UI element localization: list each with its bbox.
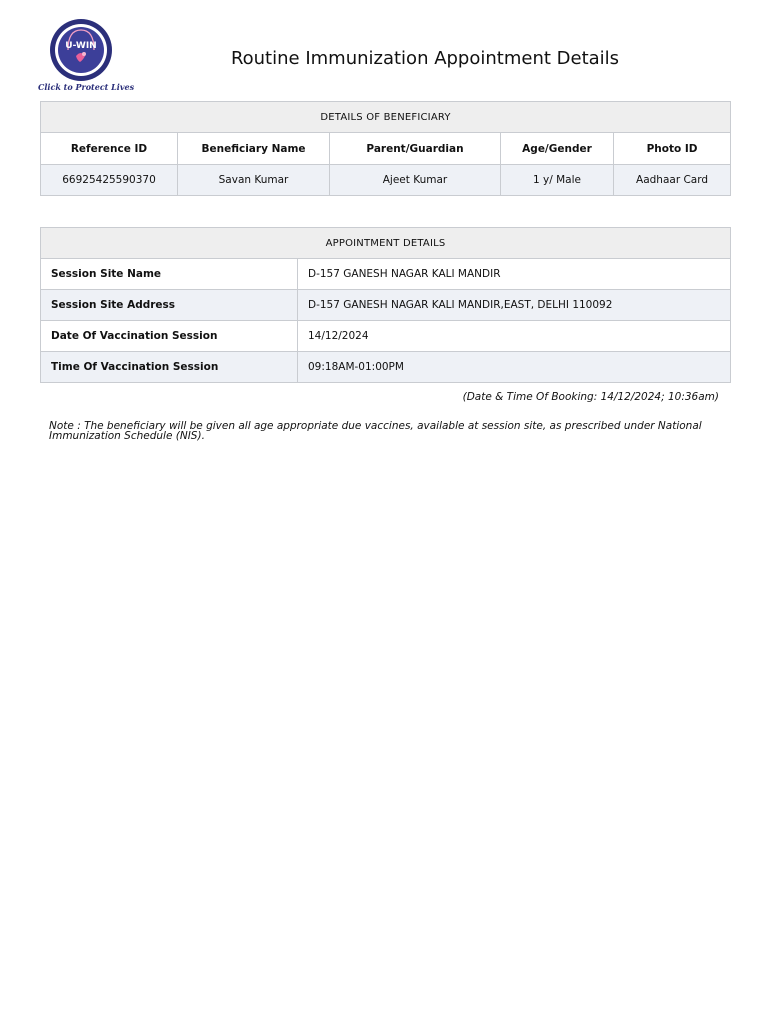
column-header-reference-id: Reference ID xyxy=(41,133,178,165)
session-site-address-value: D-157 GANESH NAGAR KALI MANDIR,EAST, DELHI 110092 xyxy=(298,290,731,321)
photo-id-value: Aadhaar Card xyxy=(614,165,731,196)
column-header-age-gender: Age/Gender xyxy=(501,133,614,165)
session-site-address-label: Session Site Address xyxy=(41,290,298,321)
parent-guardian-value: Ajeet Kumar xyxy=(330,165,501,196)
vaccination-time-label: Time Of Vaccination Session xyxy=(41,352,298,383)
table-row xyxy=(41,352,731,383)
logo-tagline: Click to Protect Lives xyxy=(38,82,135,92)
appointment-section-title: APPOINTMENT DETAILS xyxy=(41,228,731,259)
reference-id-value: 66925425590370 xyxy=(41,165,178,196)
vaccination-time-value: 09:18AM-01:00PM xyxy=(298,352,731,383)
session-site-name-label: Session Site Name xyxy=(41,259,298,290)
session-site-name-value: D-157 GANESH NAGAR KALI MANDIR xyxy=(298,259,731,290)
vaccination-date-value: 14/12/2024 xyxy=(298,321,731,352)
beneficiary-name-value: Savan Kumar xyxy=(178,165,330,196)
logo-brand-text: U-WIN xyxy=(65,41,97,51)
table-row xyxy=(41,290,731,321)
u-win-emblem-icon xyxy=(38,18,124,82)
column-header-photo-id: Photo ID xyxy=(614,133,731,165)
table-row xyxy=(41,321,731,352)
age-gender-value: 1 y/ Male xyxy=(501,165,614,196)
column-header-beneficiary-name: Beneficiary Name xyxy=(178,133,330,165)
u-win-logo xyxy=(38,18,135,96)
vaccination-note: Note : The beneficiary will be given all age appropriate due vaccines, available at session site, as prescribed under National Immunization Schedule (NIS). xyxy=(49,420,702,442)
table-row xyxy=(41,259,731,290)
vaccination-date-label: Date Of Vaccination Session xyxy=(41,321,298,352)
column-header-parent-guardian: Parent/Guardian xyxy=(330,133,501,165)
beneficiary-section-title: DETAILS OF BENEFICIARY xyxy=(41,102,731,133)
appointment-table xyxy=(40,227,731,383)
booking-timestamp: (Date & Time Of Booking: 14/12/2024; 10:36am) xyxy=(462,391,719,403)
beneficiary-table xyxy=(40,101,731,196)
page-title: Routine Immunization Appointment Details xyxy=(230,48,620,69)
